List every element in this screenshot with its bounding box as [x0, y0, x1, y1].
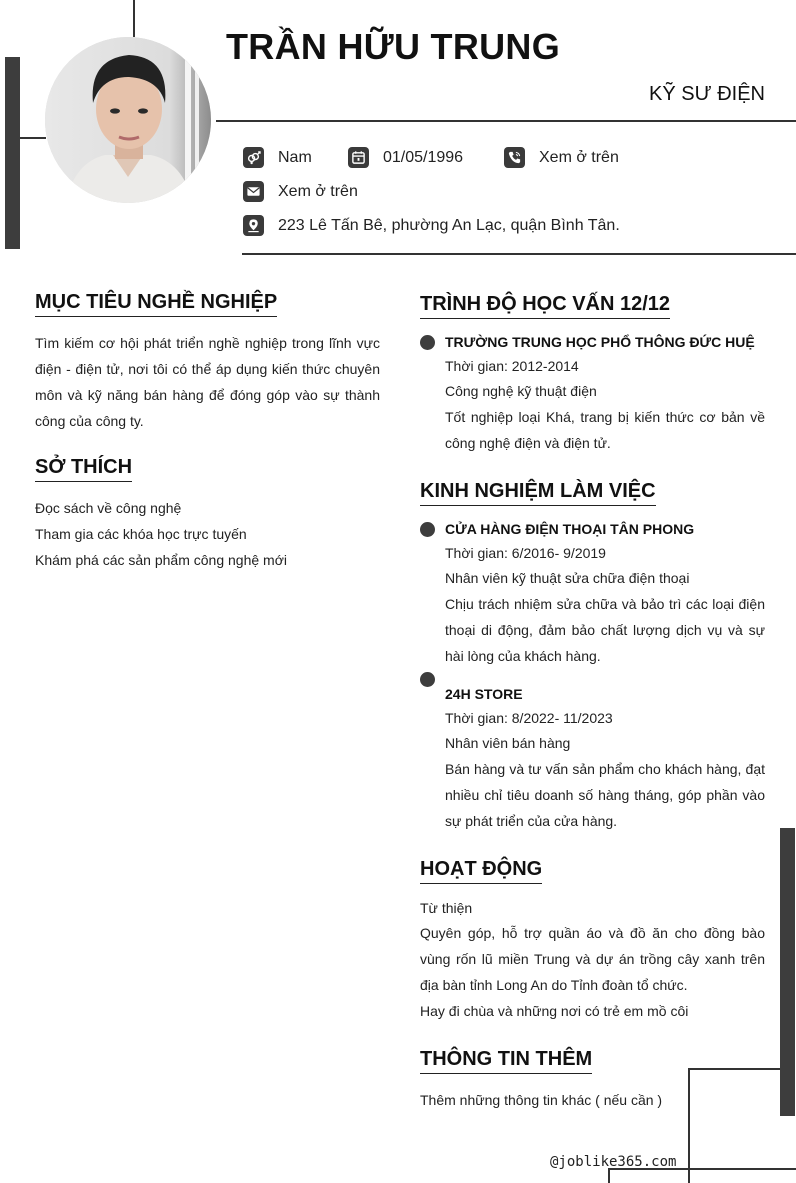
education-title: TRÌNH ĐỘ HỌC VẤN 12/12	[420, 293, 670, 319]
decorative-line	[20, 137, 46, 139]
gender-value: Nam	[278, 148, 312, 166]
activity-extra: Hay đi chùa và những nơi có trẻ em mồ côi	[420, 1003, 689, 1019]
job-desc: Chịu trách nhiệm sửa chữa và bảo trì các loại điện thoại di động, đảm bảo chất lượng dịch vụ và sự hài lòng của khách hàng.	[445, 596, 765, 664]
education-major: Công nghệ kỹ thuật điện	[445, 383, 597, 399]
job-position: Nhân viên bán hàng	[445, 735, 571, 751]
header-divider	[216, 120, 796, 122]
additional-text: Thêm những thông tin khác ( nếu cần )	[420, 1092, 663, 1108]
company-name: CỬA HÀNG ĐIỆN THOẠI TÂN PHONG	[445, 521, 695, 537]
location-pin-icon	[243, 215, 264, 236]
company-name: 24H STORE	[445, 686, 523, 702]
hobby-item: Khám phá các sản phẩm công nghệ mới	[35, 552, 287, 568]
decorative-line	[688, 1068, 780, 1070]
decorative-line	[688, 1068, 690, 1183]
phone-value: Xem ở trên	[539, 148, 619, 166]
decorative-line	[608, 1168, 610, 1183]
info-gender	[243, 147, 312, 168]
address-value: 223 Lê Tấn Bê, phường An Lạc, quận Bình Tân.	[278, 216, 620, 234]
education-desc: Tốt nghiệp loại Khá, trang bị kiến thức cơ bản về công nghệ điện và điện tử.	[445, 409, 765, 451]
info-address	[243, 215, 620, 236]
info-dob	[348, 147, 463, 168]
objective-text: Tìm kiếm cơ hội phát triển nghề nghiệp trong lĩnh vực điện - điện tử, nơi tôi có thể áp dụng kiến thức chuyên môn và kỹ năng bán hàng để đóng góp vào sự thành công của công ty.	[35, 335, 380, 429]
info-phone	[504, 147, 619, 168]
hobbies-title: SỞ THÍCH	[35, 456, 132, 482]
candidate-role: KỸ SƯ ĐIỆN	[649, 83, 765, 105]
info-divider	[242, 253, 796, 255]
hobby-item: Tham gia các khóa học trực tuyến	[35, 526, 247, 542]
hobby-item: Đọc sách về công nghệ	[35, 500, 182, 516]
activities-title: HOẠT ĐỘNG	[420, 858, 542, 884]
education-time: Thời gian: 2012-2014	[445, 358, 579, 374]
watermark: @joblike365.com	[550, 1154, 677, 1170]
profile-photo	[45, 37, 211, 203]
decorative-line	[133, 0, 135, 37]
activity-desc: Quyên góp, hỗ trợ quần áo và đồ ăn cho đồng bào vùng rốn lũ miền Trung và dự án trồng cây xanh trên địa bàn tỉnh Long An do Tỉnh đoàn tổ chức.	[420, 925, 765, 993]
job-time: Thời gian: 6/2016- 9/2019	[445, 545, 606, 561]
school-name: TRƯỜNG TRUNG HỌC PHỔ THÔNG ĐỨC HUỆ	[445, 334, 755, 350]
timeline-dot	[420, 672, 435, 687]
objective-title: MỤC TIÊU NGHỀ NGHIỆP	[35, 291, 277, 317]
candidate-name: TRẦN HỮU TRUNG	[226, 26, 561, 67]
job-time: Thời gian: 8/2022- 11/2023	[445, 710, 613, 726]
gender-icon	[243, 147, 264, 168]
decorative-bar-right	[780, 828, 795, 1116]
timeline-dot	[420, 335, 435, 350]
email-value: Xem ở trên	[278, 182, 358, 200]
decorative-bar-left	[5, 57, 20, 249]
activity-heading: Từ thiện	[420, 900, 473, 916]
info-email	[243, 181, 358, 202]
dob-value: 01/05/1996	[383, 148, 464, 166]
experience-title: KINH NGHIỆM LÀM VIỆC	[420, 480, 656, 506]
job-position: Nhân viên kỹ thuật sửa chữa điện thoại	[445, 570, 690, 586]
timeline-dot	[420, 522, 435, 537]
phone-icon	[504, 147, 525, 168]
additional-title: THÔNG TIN THÊM	[420, 1048, 592, 1074]
email-icon	[243, 181, 264, 202]
job-desc: Bán hàng và tư vấn sản phẩm cho khách hàng, đạt nhiều chỉ tiêu doanh số hàng tháng, góp phần vào sự phát triển của cửa hàng.	[445, 761, 765, 829]
calendar-icon	[348, 147, 369, 168]
